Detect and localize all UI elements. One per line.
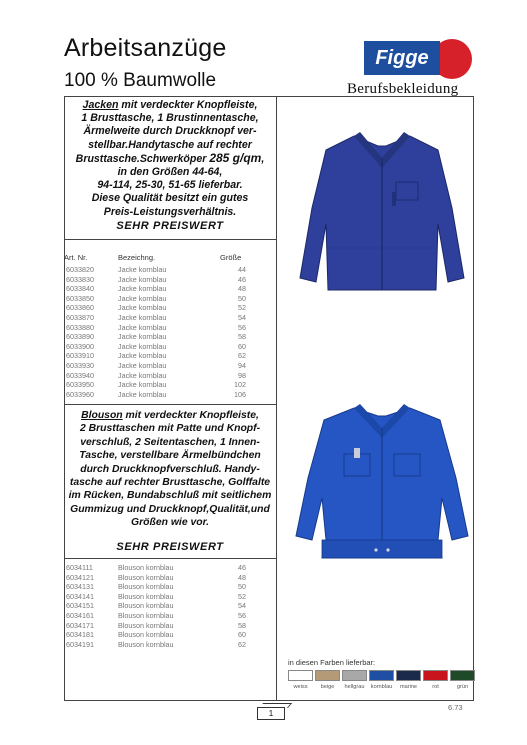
desc-line: tasche auf rechter Brusttasche, Golffalte [69,477,271,489]
blouson-table [64,563,276,649]
cell-groesse: 46 [238,274,246,284]
blouson-image [292,400,472,568]
cell-bez: Jacke kornblau [118,303,167,313]
table-row [64,592,276,602]
swatch-weiss [288,670,313,681]
jacken-price-note: SEHR PREISWERT [116,220,224,232]
cell-art: 6034121 [66,572,94,582]
swatch-label: kornblau [370,684,393,690]
cell-groesse: 54 [238,601,246,611]
brand-subline: Berufsbekleidung [347,81,459,97]
swatch-label: beige [320,684,335,690]
colors-label: in diesen Farben lieferbar: [288,658,376,667]
cell-bez: Jacke kornblau [118,332,167,342]
swatch-gruen [450,670,475,681]
jacken-table [64,265,276,399]
swatch-label: grün [456,684,469,690]
desc-line: Tasche, verstellbare Ärmelbündchen [79,450,261,462]
cell-art: 6034111 [66,563,93,572]
swatch-rot [423,670,448,681]
table-row [64,380,276,390]
cell-art: 6034171 [66,620,94,630]
cell-bez: Jacke kornblau [118,322,167,332]
table-row [64,332,276,342]
cell-bez: Jacke kornblau [118,312,167,322]
cell-groesse: 52 [238,303,246,313]
cell-groesse: 62 [238,639,246,649]
cell-bez: Jacke kornblau [118,370,167,380]
table-row [64,390,276,400]
cell-bez: Blouson kornblau [118,591,174,601]
cell-art: 6034141 [66,591,94,601]
table-row [64,265,276,275]
swatch-label: marine [399,684,418,690]
cell-art: 6033940 [66,370,94,380]
cell-bez: Jacke kornblau [118,360,167,370]
section-divider-blouson-text [64,558,276,559]
cell-bez: Blouson kornblau [118,572,174,582]
cell-bez: Blouson kornblau [118,610,174,620]
cell-groesse: 50 [238,293,246,303]
table-row [64,582,276,592]
header-bez: Bezeichng. [118,253,156,262]
cell-groesse: 56 [238,610,246,620]
jacken-lead: Jacken [82,99,119,111]
table-row [64,630,276,640]
swatch-label: hellgrau [344,684,365,690]
cell-art: 6033950 [66,380,94,390]
cell-art: 6033910 [66,351,94,361]
table-row [64,342,276,352]
table-row [64,294,276,304]
cell-bez: Jacke kornblau [118,351,167,361]
cell-art: 6034151 [66,601,94,611]
page-reference: 6.73 [448,703,463,712]
desc-line: verschluß, 2 Seitentaschen, 1 Innen- [80,436,260,448]
swatch-hellgrau [342,670,367,681]
cell-groesse: 60 [238,630,246,640]
swatch-marine [396,670,421,681]
table-row [64,573,276,583]
table-row [64,361,276,371]
cell-art: 6033830 [66,274,94,284]
swatch-beige [315,670,340,681]
section-divider-jacken-table [64,404,276,405]
header-groesse: Größe [220,253,242,262]
section-divider-jacken-text [64,239,276,240]
jacken-description [66,99,274,219]
cell-bez: Jacke kornblau [118,274,167,284]
cell-art: 6033890 [66,332,94,342]
desc-line: Größen wie vor. [131,517,209,529]
desc-line: durch Druckknopfverschluß. Handy- [80,463,260,475]
column-divider [276,96,277,701]
desc-line: Preis-Leistungsverhältnis. [103,205,237,218]
cell-bez: Jacke kornblau [118,265,167,274]
jacke-image [292,128,472,298]
table-row [64,371,276,381]
page-number-box: 1 [257,707,285,720]
table-row [64,621,276,631]
table-row [64,323,276,333]
desc-line: , [261,152,265,165]
cell-bez: Blouson kornblau [118,601,174,611]
cell-groesse: 46 [238,563,246,572]
table-row [64,601,276,611]
page-subtitle: 100 % Baumwolle [64,70,217,91]
cell-bez: Jacke kornblau [118,341,167,351]
desc-line: mit verdeckter Knopfleiste, [118,99,258,111]
desc-line: 2 Brusttaschen mit Patte und Knopf- [79,423,261,435]
table-row [64,640,276,650]
cell-bez: Jacke kornblau [118,293,167,303]
desc-line: 1 Brusttasche, 1 Brustinnentasche, [81,112,259,125]
table-row [64,351,276,361]
cell-art: 6033870 [66,312,94,322]
cell-groesse: 98 [238,370,246,380]
table-row [64,284,276,294]
desc-line: Gummizug und Druckknopf,Qualität,und [70,503,270,515]
cell-bez: Blouson kornblau [118,563,174,572]
cell-art: 6033930 [66,360,94,370]
cell-art: 6034181 [66,630,94,640]
table-row [64,313,276,323]
cell-art: 6033850 [66,293,94,303]
cell-groesse: 56 [238,322,246,332]
cell-groesse: 58 [238,332,246,342]
blouson-lead: Blouson [81,410,123,421]
cell-groesse: 62 [238,351,246,361]
desc-line: 94-114, 25-30, 51-65 lieferbar. [97,179,243,192]
cell-groesse: 60 [238,341,246,351]
cell-groesse: 102 [234,380,246,390]
table-row [64,611,276,621]
desc-line: Ärmelweite durch Druckknopf ver- [83,125,257,138]
page-title: Arbeitsanzüge [64,34,227,62]
table-row [64,275,276,285]
swatch-label: weiss [293,684,308,690]
cell-art: 6034161 [66,610,94,620]
cell-groesse: 52 [238,591,246,601]
swatch-label: rot [432,684,439,690]
cell-art: 6034191 [66,639,94,649]
cell-art: 6033880 [66,322,94,332]
desc-line: Brusttasche.Schwerköper [75,152,210,165]
blouson-description [66,409,274,530]
cell-groesse: 54 [238,312,246,322]
desc-line: stellbar.Handytasche auf rechter [88,138,252,151]
cell-bez: Jacke kornblau [118,284,167,294]
cell-groesse: 44 [238,265,246,274]
desc-line: im Rücken, Bundabschluß mit seitlichem [68,490,272,502]
cell-bez: Blouson kornblau [118,582,174,592]
cell-groesse: 58 [238,620,246,630]
desc-line: Diese Qualität besitzt ein gutes [91,192,249,205]
brand-logo: Figge [364,41,440,75]
cell-art: 6033900 [66,341,94,351]
cell-art: 6033840 [66,284,94,294]
cell-groesse: 48 [238,572,246,582]
cell-bez: Blouson kornblau [118,630,174,640]
cell-groesse: 48 [238,284,246,294]
swatch-kornblau [369,670,394,681]
cell-bez: Blouson kornblau [118,620,174,630]
cell-art: 6033960 [66,389,94,399]
fabric-weight: 285 g/qm [209,150,262,165]
table-row [64,303,276,313]
table-row [64,563,276,573]
cell-groesse: 94 [238,360,246,370]
cell-art: 6033820 [66,265,94,274]
blouson-price-note: SEHR PREISWERT [116,541,224,553]
header-art: Art. Nr. [64,253,88,262]
desc-line: in den Größen 44-64, [117,166,223,179]
cell-bez: Blouson kornblau [118,639,174,649]
cell-groesse: 106 [234,389,246,399]
cell-bez: Jacke kornblau [118,389,167,399]
cell-groesse: 50 [238,582,246,592]
cell-bez: Jacke kornblau [118,380,167,390]
cell-art: 6034131 [66,582,94,592]
cell-art: 6033860 [66,303,94,313]
desc-line: mit verdeckter Knopfleiste, [122,410,259,421]
